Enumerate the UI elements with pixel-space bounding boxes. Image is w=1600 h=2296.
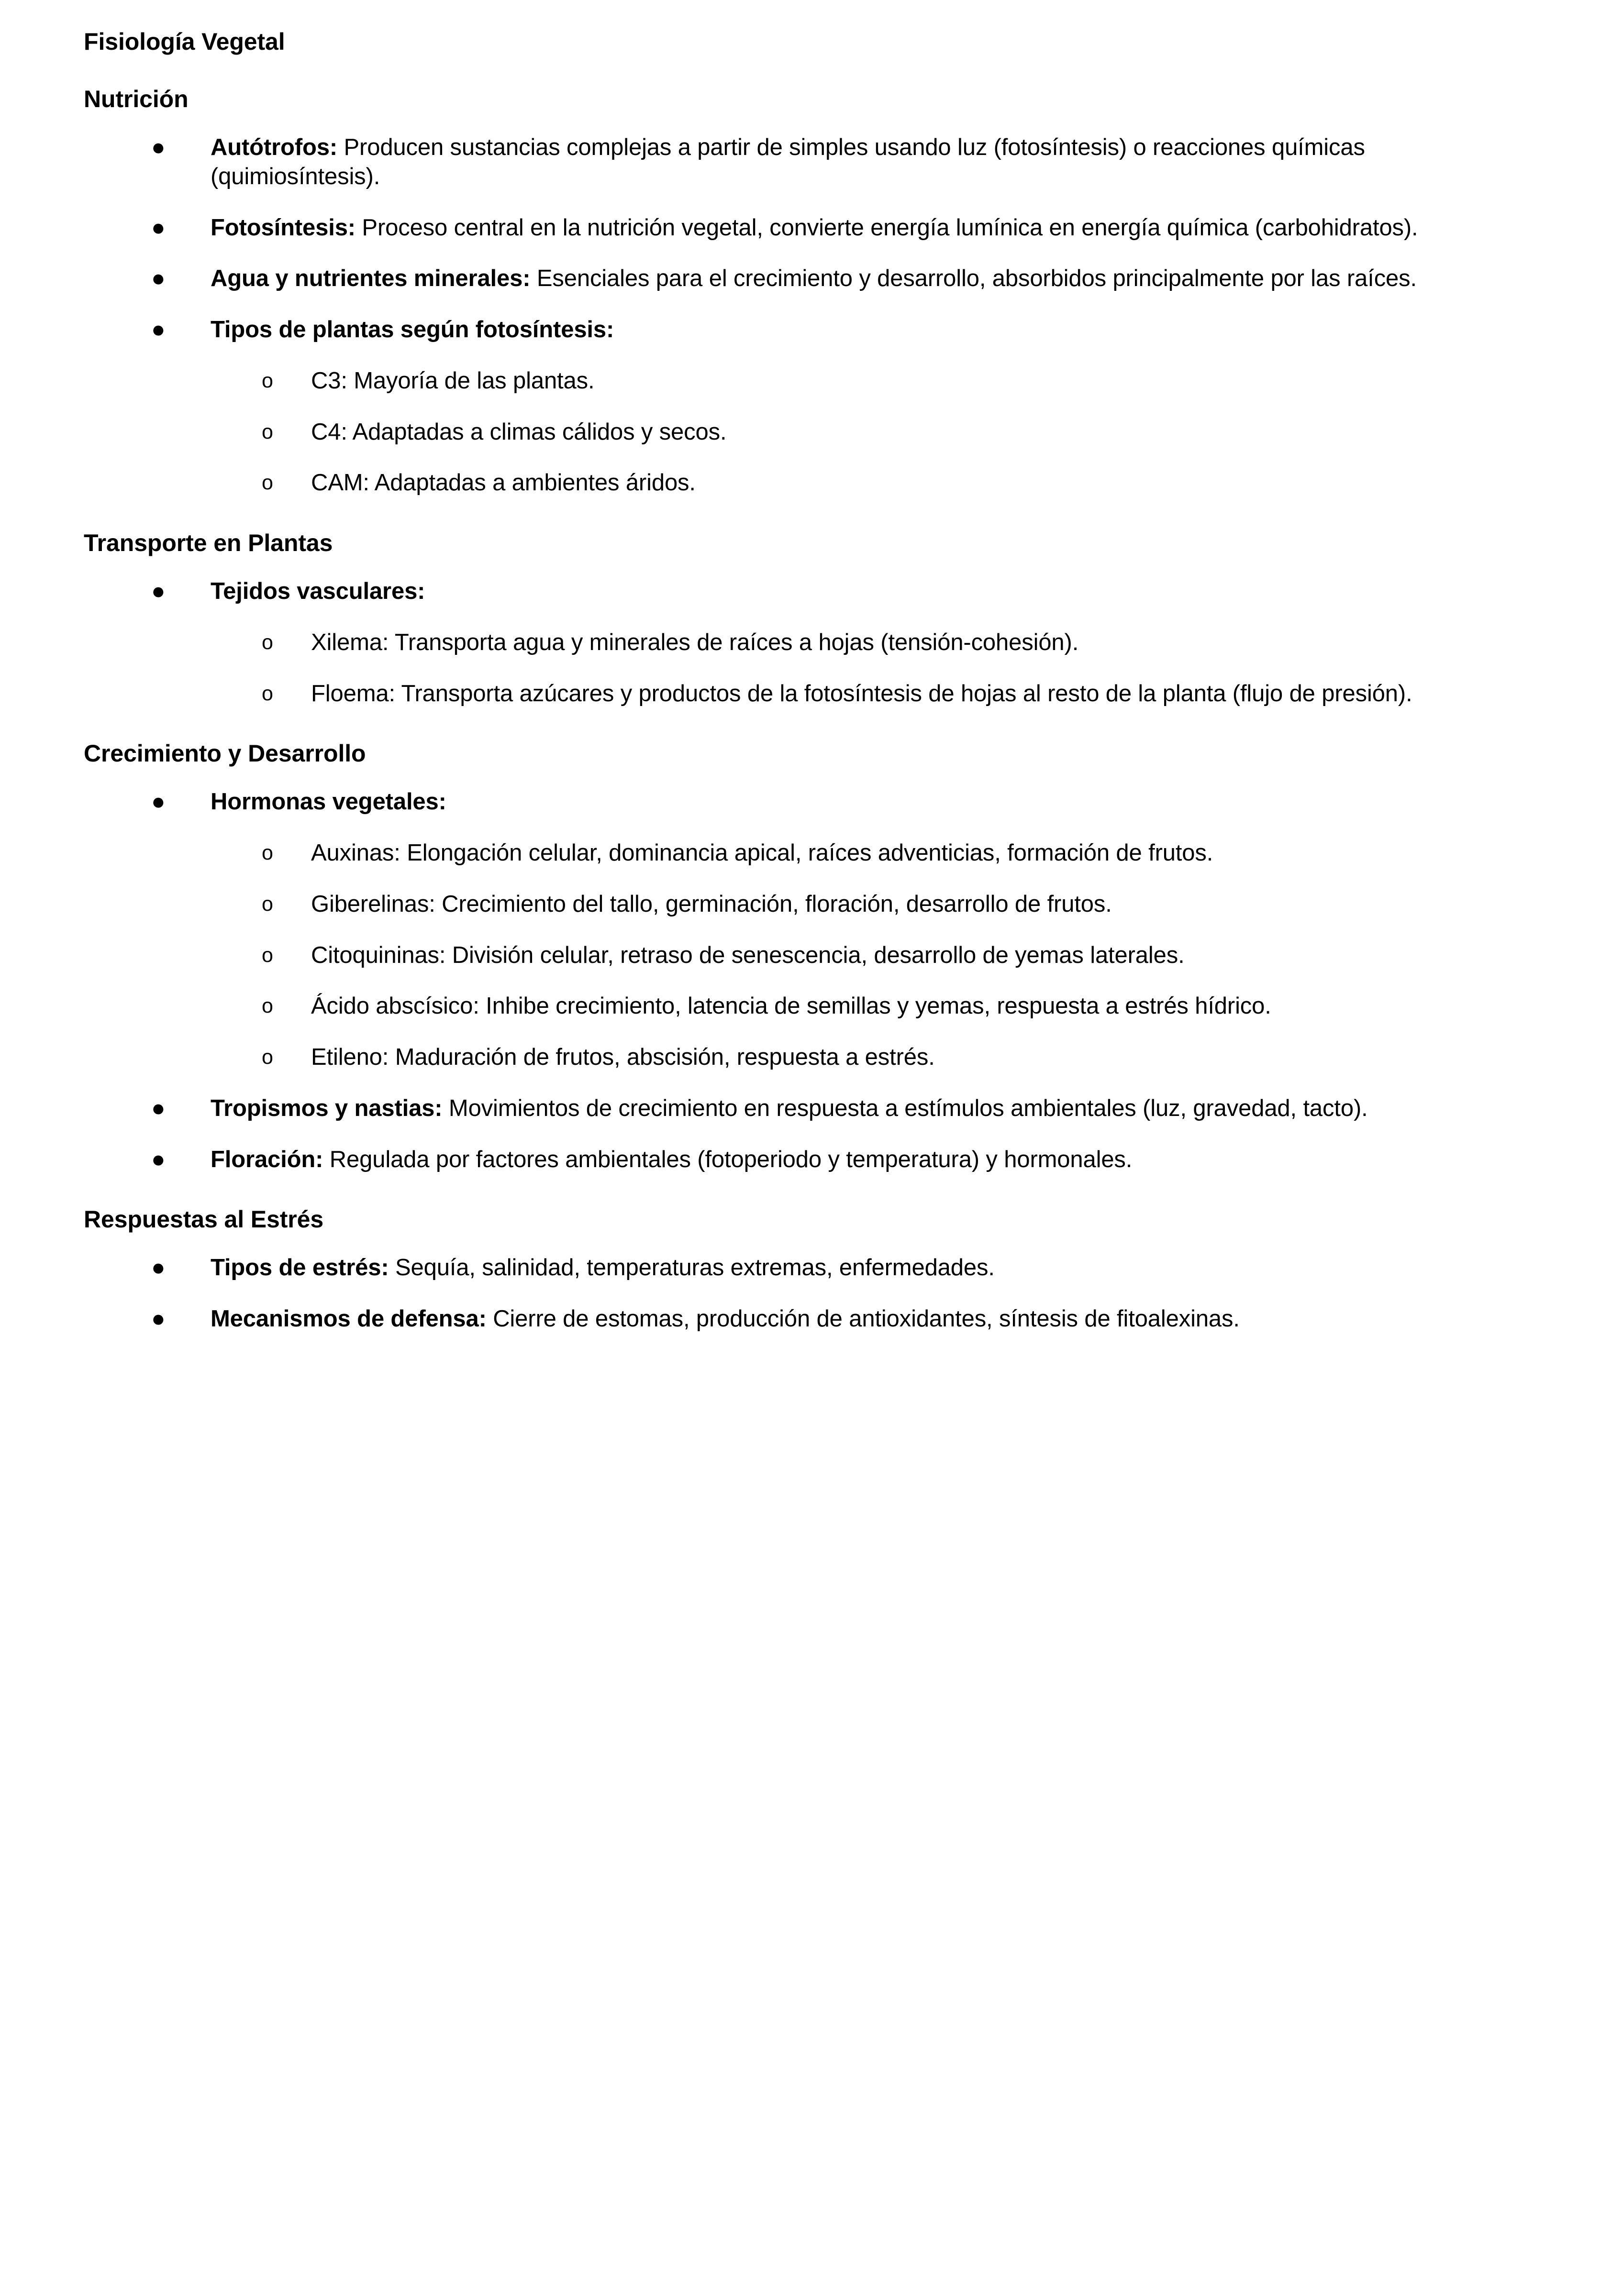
list-item [84, 1123, 1522, 1174]
list-item-label: Tipos de estrés: [211, 1255, 389, 1281]
list-item-content [211, 264, 1522, 293]
list-item-content [211, 787, 1522, 817]
sub-list-item [201, 970, 1522, 1021]
section-heading-transporte: Transporte en Plantas [84, 530, 333, 556]
list-item-content [211, 577, 1522, 606]
sub-list-item [201, 1021, 1522, 1072]
list-item-content [211, 133, 1522, 191]
list-item [84, 191, 1522, 243]
list-item [84, 293, 1522, 497]
sub-list-item [201, 868, 1522, 919]
bullet-list-respuestas-estres [84, 1231, 1522, 1334]
list-item-label: Autótrofos: [211, 134, 338, 160]
list-item-text: Proceso central en la nutrición vegetal, convierte energía lumínica en energía química (carbohidratos). [355, 214, 1418, 241]
list-item-text: Movimientos de crecimiento en respuesta a estímulos ambientales (luz, gravedad, tacto). [442, 1095, 1368, 1121]
bullet-circle-icon: o [262, 994, 273, 1018]
bullet-circle-icon: o [262, 682, 273, 705]
page-title: Fisiología Vegetal [84, 28, 285, 55]
bullet-list-nutricion [84, 111, 1522, 497]
bullet-circle-icon: o [262, 892, 273, 916]
sub-list-item [201, 657, 1522, 708]
sub-list-item [201, 344, 1522, 396]
sub-list-item-text: Ácido abscísico: Inhibe crecimiento, latencia de semillas y yemas, respuesta a estrés hídrico. [311, 993, 1271, 1019]
list-item-text: Regulada por factores ambientales (fotoperiodo y temperatura) y hormonales. [323, 1146, 1133, 1172]
sub-bullet-list-hormonas [201, 817, 1522, 1072]
bullet-list-crecimiento [84, 765, 1522, 1174]
bullet-disc-icon: ● [151, 1255, 166, 1281]
list-item [84, 1282, 1522, 1334]
bullet-disc-icon: ● [151, 1095, 166, 1121]
sub-bullet-list-tipos-plantas [201, 344, 1522, 497]
list-item-label: Floración: [211, 1146, 323, 1172]
bullet-disc-icon: ● [151, 214, 166, 241]
list-item-label: Fotosíntesis: [211, 214, 356, 241]
bullet-disc-icon: ● [151, 578, 166, 604]
sub-list-item-text: Xilema: Transporta agua y minerales de raíces a hojas (tensión-cohesión). [311, 629, 1079, 655]
list-item-text: Esenciales para el crecimiento y desarrollo, absorbidos principalmente por las raíces. [530, 265, 1417, 292]
list-item [84, 1072, 1522, 1123]
bullet-circle-icon: o [262, 841, 273, 864]
list-item [84, 1231, 1522, 1282]
list-item-content [211, 1094, 1522, 1123]
list-item-content [211, 315, 1522, 344]
list-item [84, 242, 1522, 293]
list-item [84, 111, 1522, 191]
sub-list-item [201, 396, 1522, 447]
list-item-content [211, 213, 1522, 243]
sub-list-item-text: Floema: Transporta azúcares y productos de la fotosíntesis de hojas al resto de la planta (flujo de presión). [311, 680, 1412, 706]
sub-list-item [201, 446, 1522, 497]
bullet-disc-icon: ● [151, 789, 166, 815]
list-item [84, 555, 1522, 708]
list-item-text: Sequía, salinidad, temperaturas extremas, enfermedades. [389, 1255, 995, 1281]
bullet-disc-icon: ● [151, 1306, 166, 1332]
bullet-circle-icon: o [262, 369, 273, 392]
list-item-content [211, 1304, 1522, 1334]
section-heading-nutricion: Nutrición [84, 86, 189, 112]
list-item-content [211, 1253, 1522, 1282]
bullet-disc-icon: ● [151, 134, 166, 160]
list-item-content [211, 1145, 1522, 1174]
bullet-circle-icon: o [262, 420, 273, 443]
bullet-circle-icon: o [262, 630, 273, 654]
sub-list-item-text: Giberelinas: Crecimiento del tallo, germinación, floración, desarrollo de frutos. [311, 891, 1112, 917]
sub-bullet-list-tejidos-vasculares [201, 606, 1522, 708]
bullet-list-transporte [84, 555, 1522, 708]
list-item-label: Tejidos vasculares: [211, 578, 425, 604]
sub-list-item-text: Citoquininas: División celular, retraso de senescencia, desarrollo de yemas laterales. [311, 942, 1185, 968]
list-item-text: Producen sustancias complejas a partir de simples usando luz (fotosíntesis) o reacciones químicas (quimiosíntesis). [211, 134, 1365, 189]
sub-list-item [201, 606, 1522, 657]
bullet-circle-icon: o [262, 1046, 273, 1069]
sub-list-item-text: Etileno: Maduración de frutos, abscisión, respuesta a estrés. [311, 1044, 935, 1070]
bullet-disc-icon: ● [151, 265, 166, 292]
sub-list-item [201, 919, 1522, 970]
list-item-text: Cierre de estomas, producción de antioxidantes, síntesis de fitoalexinas. [486, 1306, 1240, 1332]
sub-list-item-text: C3: Mayoría de las plantas. [311, 367, 595, 394]
list-item-label: Agua y nutrientes minerales: [211, 265, 531, 292]
sub-list-item-text: CAM: Adaptadas a ambientes áridos. [311, 470, 696, 496]
section-heading-respuestas-estres: Respuestas al Estrés [84, 1206, 324, 1233]
list-item-label: Tipos de plantas según fotosíntesis: [211, 317, 614, 342]
section-heading-crecimiento: Crecimiento y Desarrollo [84, 740, 366, 767]
list-item-label: Tropismos y nastias: [211, 1095, 443, 1121]
bullet-disc-icon: ● [151, 317, 166, 342]
sub-list-item [201, 817, 1522, 868]
bullet-disc-icon: ● [151, 1146, 166, 1172]
list-item [84, 765, 1522, 1072]
list-item-label: Hormonas vegetales: [211, 789, 446, 815]
sub-list-item-text: C4: Adaptadas a climas cálidos y secos. [311, 419, 727, 445]
bullet-circle-icon: o [262, 471, 273, 495]
sub-list-item-text: Auxinas: Elongación celular, dominancia apical, raíces adventicias, formación de frutos. [311, 840, 1213, 866]
bullet-circle-icon: o [262, 943, 273, 967]
list-item-label: Mecanismos de defensa: [211, 1306, 487, 1332]
